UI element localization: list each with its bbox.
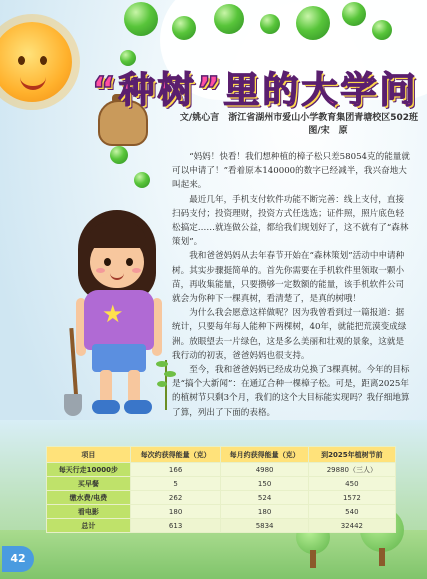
table-row bbox=[47, 505, 396, 519]
shoe-icon bbox=[92, 400, 120, 414]
table-row bbox=[47, 463, 396, 477]
row-label: 总计 bbox=[47, 519, 131, 533]
column-header: 每次约获得能量（克） bbox=[130, 447, 221, 463]
energy-ball-icon bbox=[342, 2, 366, 26]
sun-illustration bbox=[0, 22, 72, 102]
tree-trunk bbox=[379, 548, 385, 566]
table-cell: 5 bbox=[130, 477, 221, 491]
sun-mouth bbox=[20, 74, 46, 90]
table-cell: 32442 bbox=[308, 519, 395, 533]
girl-eye-icon bbox=[104, 258, 111, 266]
column-header: 每月约获得能量（克） bbox=[221, 447, 308, 463]
girl-bangs bbox=[88, 222, 146, 248]
girl-cheek bbox=[96, 268, 105, 273]
table-row bbox=[47, 491, 396, 505]
girl-shorts bbox=[92, 344, 146, 372]
table-cell: 540 bbox=[308, 505, 395, 519]
energy-ball-icon bbox=[260, 14, 280, 34]
shovel-icon bbox=[64, 394, 82, 416]
table-cell: 180 bbox=[221, 505, 308, 519]
table-header-row bbox=[47, 447, 396, 463]
energy-table bbox=[46, 446, 396, 533]
tree-trunk bbox=[310, 550, 316, 568]
girl-leg bbox=[100, 370, 112, 404]
energy-table-grid bbox=[46, 446, 396, 533]
table-row-total bbox=[47, 519, 396, 533]
energy-ball-icon bbox=[296, 6, 330, 40]
row-label: 缴水费/电费 bbox=[47, 491, 131, 505]
table-cell: 1572 bbox=[308, 491, 395, 505]
energy-ball-icon bbox=[372, 20, 392, 40]
table-cell: 4980 bbox=[221, 463, 308, 477]
paragraph: 最近几年，手机支付软件功能不断完善：线上支付，直接扫码支付；投资理财，投资方式任选选；证件照，照片底色轻松搞定……就连做公益，都给我们规划好了，这不就有了“森林策划”。 bbox=[172, 194, 409, 248]
energy-ball-icon bbox=[124, 2, 158, 36]
girl-eye-icon bbox=[126, 258, 133, 266]
article-title: “种树”里的大学问 bbox=[92, 70, 419, 111]
shoe-icon bbox=[124, 400, 152, 414]
star-icon: ★ bbox=[102, 300, 124, 328]
table-cell: 166 bbox=[130, 463, 221, 477]
energy-ball-icon bbox=[134, 172, 150, 188]
energy-ball-icon bbox=[110, 146, 128, 164]
page-number: 42 bbox=[2, 546, 34, 572]
energy-ball-icon bbox=[172, 16, 196, 40]
byline bbox=[178, 112, 418, 138]
row-label: 每天行走10000步 bbox=[47, 463, 131, 477]
table-cell: 150 bbox=[221, 477, 308, 491]
sun-eye-icon bbox=[18, 56, 25, 65]
table-cell: 450 bbox=[308, 477, 395, 491]
table-cell: 613 bbox=[130, 519, 221, 533]
column-header: 项目 bbox=[47, 447, 131, 463]
row-label: 买早餐 bbox=[47, 477, 131, 491]
table-cell: 524 bbox=[221, 491, 308, 505]
paragraph: 为什么我会愿意这样做呢？因为我曾看到过一篇报道：据统计，只要每年每人能种下两棵树，40年，就能把荒漠变成绿洲。放眼望去一片绿色，这是多么美丽和壮观的景象，这就是我行动的初衷，爸爸妈妈也很支持。 bbox=[172, 308, 407, 361]
article-body bbox=[172, 150, 412, 420]
column-header: 到2025年植树节前 bbox=[308, 447, 395, 463]
paragraph: 我和爸爸妈妈从去年春节开始在“森林策划”活动中申请种树。其实步骤挺简单的。首先你需要在手机软件里领取一颗小苗，再收集能量，只要攒够一定数额的能量，该手机软件公司就会为你种下一棵真树，看清楚了，是真的树哦！ bbox=[172, 251, 405, 305]
sun-eye-icon bbox=[40, 56, 47, 65]
paragraph: 至今，我和爸爸妈妈已经成功兑换了3棵真树。今年的目标是“搞个大新闻”：在通辽合种一棵樟子松。可是，距离2025年的植树节只剩3个月，我们的这个大目标能实现吗？我仔细地算了算，列出了下面的表格。 bbox=[172, 365, 410, 418]
table-cell: 262 bbox=[130, 491, 221, 505]
paragraph: “妈妈！快看！我们想种植的樟子松只差58054克的能量就可以申请了！”看着原本140000的数字已经减半，我兴奋地大叫起来。 bbox=[172, 152, 410, 191]
girl-cheek bbox=[132, 268, 141, 273]
table-cell: 5834 bbox=[221, 519, 308, 533]
table-cell: 180 bbox=[130, 505, 221, 519]
table-row bbox=[47, 477, 396, 491]
illustrator-line: 图/宋 原 bbox=[308, 126, 348, 136]
row-label: 看电影 bbox=[47, 505, 131, 519]
table-cell: 29880（三人） bbox=[308, 463, 395, 477]
girl-leg bbox=[128, 370, 140, 404]
energy-ball-icon bbox=[214, 4, 244, 34]
author-line: 文/姚心言 浙江省湖州市爱山小学教育集团青塘校区502班 bbox=[179, 113, 418, 123]
